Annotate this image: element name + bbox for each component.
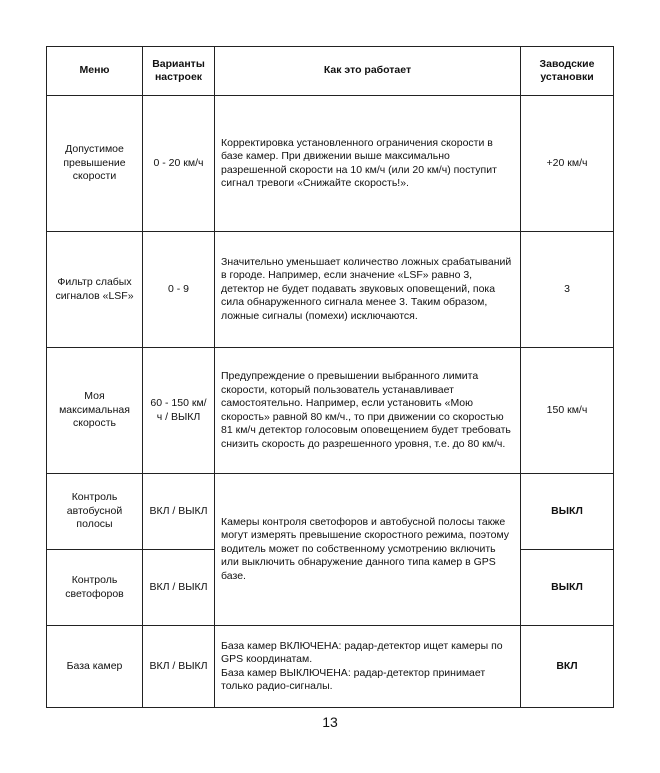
row-default: ВЫКЛ — [521, 550, 614, 626]
row-menu: Допустимое превышение скорости — [47, 96, 143, 232]
camera-base-on-text: База камер ВКЛЮЧЕНА: радар-детектор ищет камеры по GPS координатам. — [221, 639, 503, 665]
row-default: ВЫКЛ — [521, 474, 614, 550]
row-description: Предупреждение о превышении выбранного лимита скорости, который пользователь устанавливает самостоятельно. Например, если установить «Мою скорость» равной 80 км/ч., то при движении со скоростью 81 км/ч детектор голосовым оповещением будет требовать снизить скорость до разрешенного уровня, т.е. до 80 км/ч. — [215, 348, 521, 474]
row-default: +20 км/ч — [521, 96, 614, 232]
row-options: ВКЛ / ВЫКЛ — [143, 626, 215, 708]
row-description: Корректировка установленного ограничения скорости в базе камер. При движении выше максимально разрешенной скорости на 10 км/ч (или 20 км/ч) поступит сигнал тревоги «Снижайте скорость!». — [215, 96, 521, 232]
row-options: 0 - 20 км/ч — [143, 96, 215, 232]
row-options: 60 - 150 км/ч / ВЫКЛ — [143, 348, 215, 474]
row-menu: База камер — [47, 626, 143, 708]
shared-description: Камеры контроля светофоров и автобусной полосы также могут измерять превышение скоростного режима, поэтому водитель может по собственному усмотрению включить или выключить обнаружение данного типа камер в GPS базе. — [215, 474, 521, 626]
row-description — [215, 626, 521, 708]
header-defaults: Заводские установки — [521, 47, 614, 96]
page-number: 13 — [322, 714, 338, 730]
header-how-it-works: Как это работает — [215, 47, 521, 96]
row-options: ВКЛ / ВЫКЛ — [143, 474, 215, 550]
settings-table — [46, 46, 614, 708]
table-row — [47, 96, 614, 232]
header-menu: Меню — [47, 47, 143, 96]
table-row — [47, 348, 614, 474]
row-options: 0 - 9 — [143, 232, 215, 348]
header-options: Варианты настроек — [143, 47, 215, 96]
row-menu: Контроль автобусной полосы — [47, 474, 143, 550]
table-row — [47, 474, 614, 550]
row-options: ВКЛ / ВЫКЛ — [143, 550, 215, 626]
row-default: 3 — [521, 232, 614, 348]
table-row — [47, 232, 614, 348]
row-description: Значительно уменьшает количество ложных срабатываний в городе. Например, если значение «LSF» равно 3, детектор не будет подавать звуковых оповещений, пока сила обнаруженного сигнала менее 3. Таким образом, ложные сигналы (помехи) исключаются. — [215, 232, 521, 348]
row-default: ВКЛ — [521, 626, 614, 708]
row-menu: Моя максимальная скорость — [47, 348, 143, 474]
row-default: 150 км/ч — [521, 348, 614, 474]
row-menu: Контроль светофоров — [47, 550, 143, 626]
table-header-row — [47, 47, 614, 96]
row-menu: Фильтр слабых сигналов «LSF» — [47, 232, 143, 348]
table-row — [47, 626, 614, 708]
camera-base-off-text: База камер ВЫКЛЮЧЕНА: радар-детектор принимает только радио-сигналы. — [221, 666, 486, 692]
